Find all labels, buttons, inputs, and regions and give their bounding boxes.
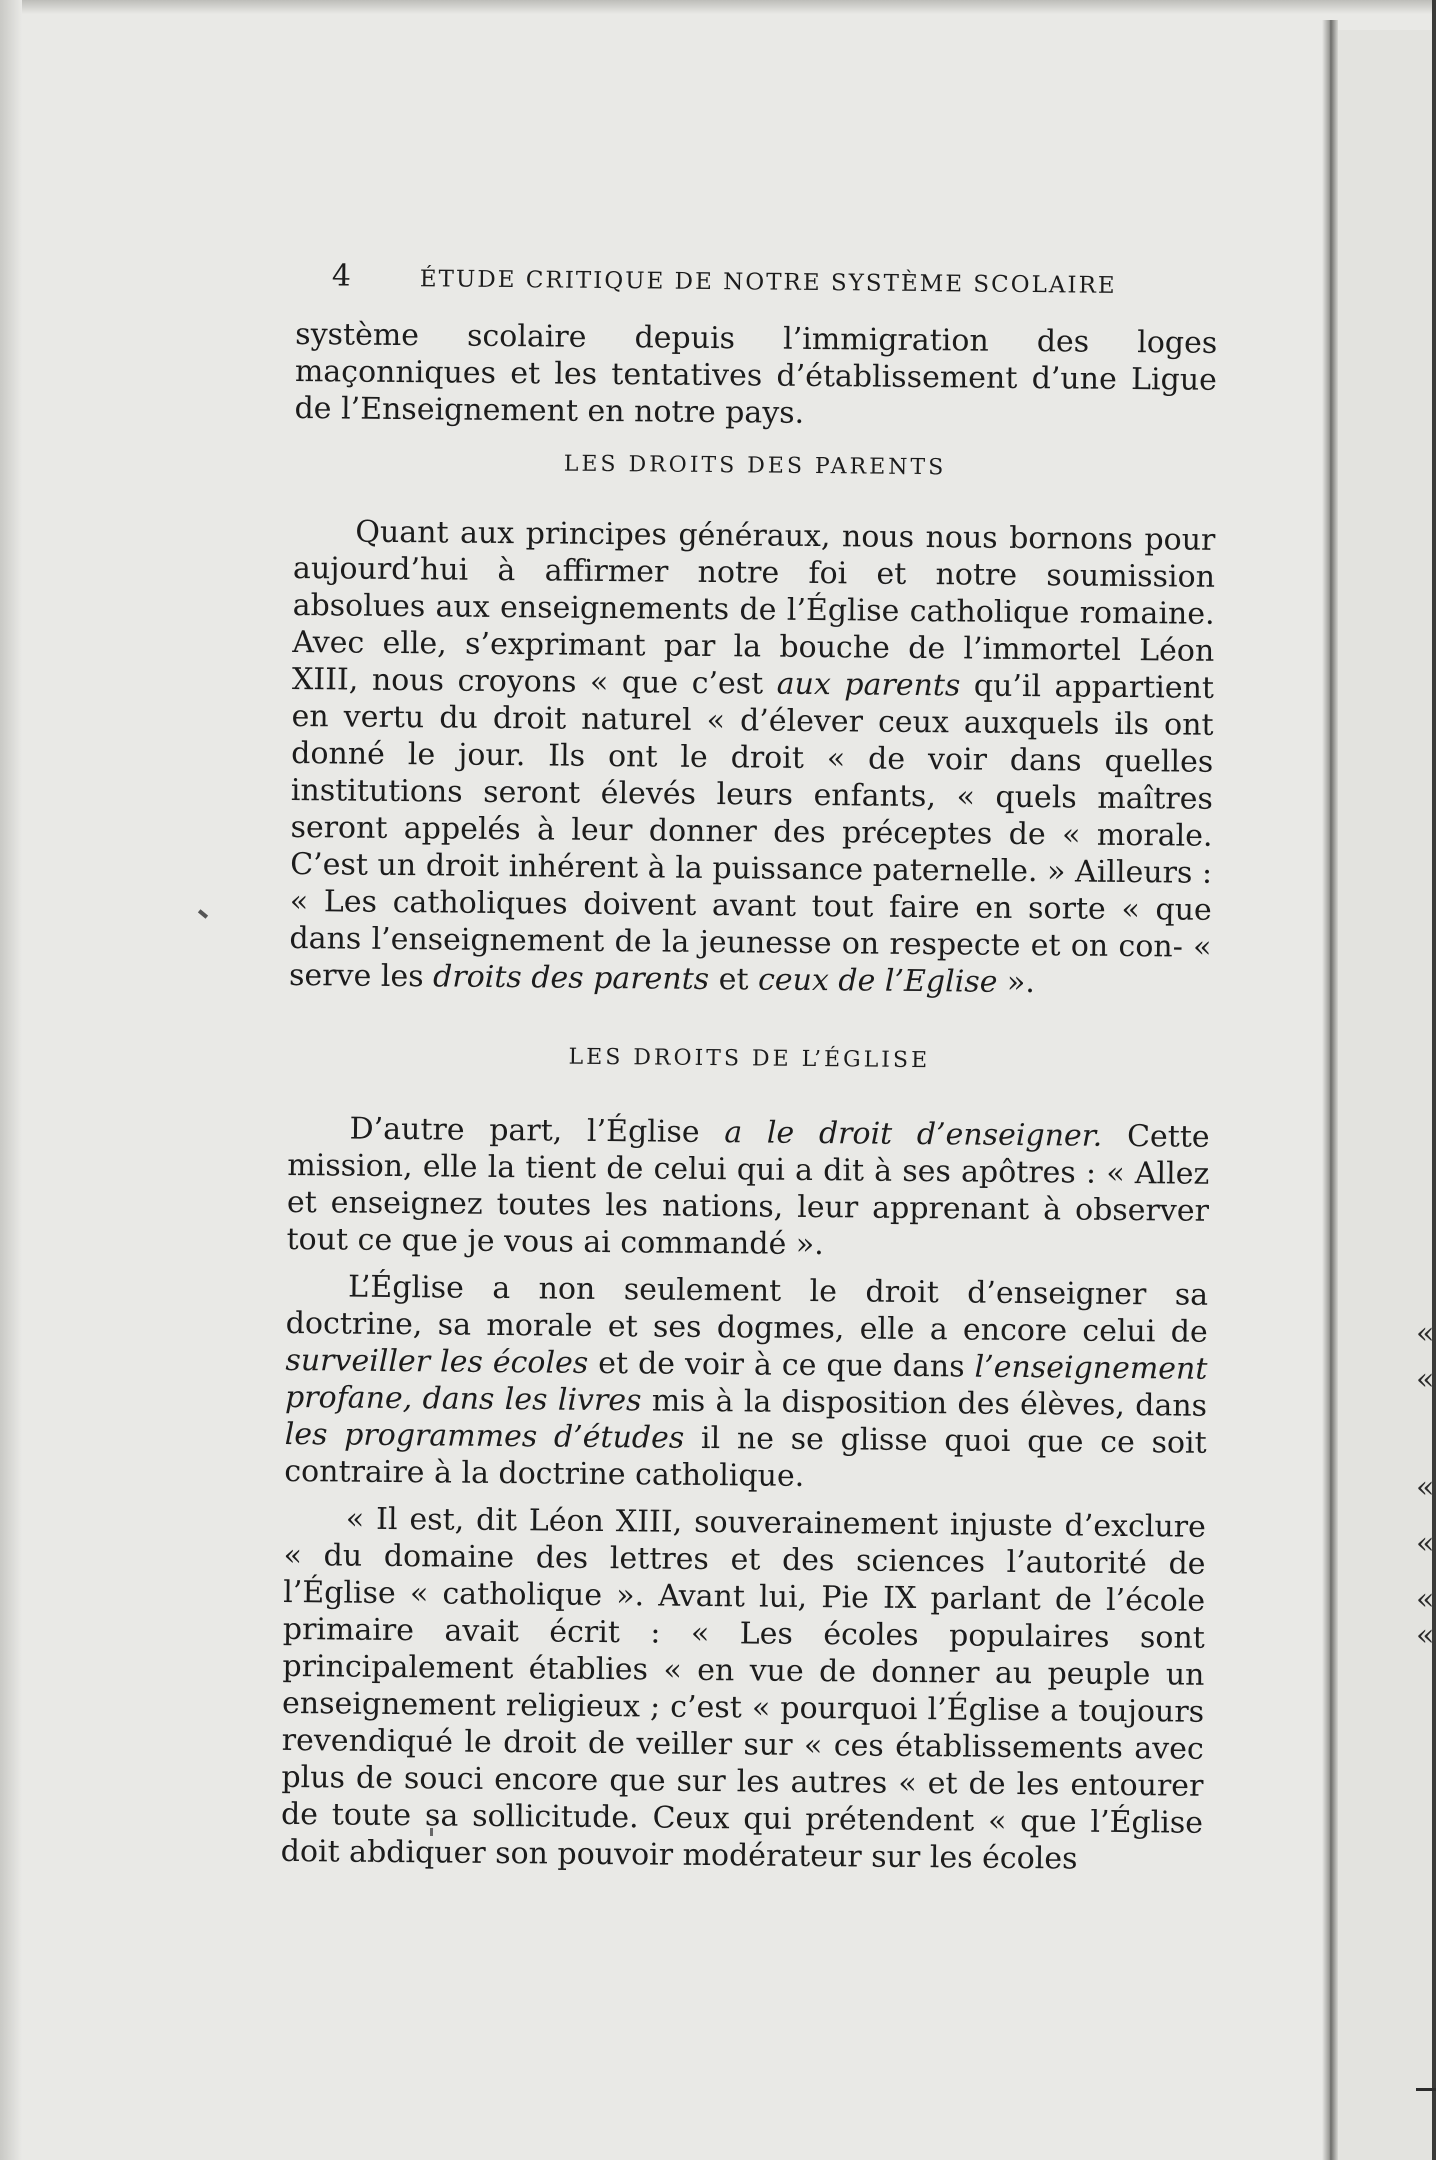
page-edge-left (0, 0, 22, 2160)
paragraph-leon-xiii: « Il est, dit Léon XIII, souverainement injuste d’exclure « du domaine des lettres et des sciences l’autorité de l’Église « catholique ». Avant lui, Pie IX parlant de l’école primaire avait écrit : « Les écoles populaires sont principalement établies « en vue de donner au peuple un enseignement religieux ; c’est « pourquoi l’Église a toujours revendiqué le droit de veiller sur « ces établissements avec plus de souci encore que sur les autres « et de les entourer de toute sa sollicitude. Ceux qui prétendent « que l’Église doit abdiquer son pouvoir modérateur sur les écoles (280, 1501, 1207, 1877)
section-title-eglise: LES DROITS DE L’ÉGLISE (568, 1044, 931, 1074)
text-page (281, 258, 1218, 1879)
paragraph-eglise-mission: D’autre part, l’Église a le droit d’enseigner. Cette mission, elle la tient de celui qui a dit à ses apôtres : « Allez et enseignez toutes les nations, leur apprenant à observer tout ce que je vous ai commandé ». (286, 1111, 1210, 1263)
page-number: 4 (331, 258, 352, 294)
paragraph-eglise-surveillance: L’Église a non seulement le droit d’enseigner sa doctrine, sa morale et ses dogmes, elle a encore celui de surveiller les écoles et de voir à ce que dans l’enseignement profane, dans les livres mis à la disposition des élèves, dans les programmes d’études il ne se glisse quoi que ce soit contraire à la doctrine catholique. (284, 1269, 1209, 1494)
running-title: ÉTUDE CRITIQUE DE NOTRE SYSTÈME SCOLAIRE (419, 266, 1117, 299)
facing-page-quote-mark: « (1416, 1618, 1435, 1653)
facing-page-quote-mark: « (1416, 1526, 1435, 1561)
facing-page-quote-mark: « (1416, 1582, 1435, 1617)
paper-speck (198, 909, 208, 918)
page-edge-top (0, 0, 1432, 14)
facing-page-rule (1416, 2088, 1436, 2091)
facing-page-quote-mark: « (1416, 1362, 1435, 1397)
paragraph-continuation: système scolaire depuis l’immigration des loges maçonniques et les tentatives d’établissement d’une Ligue de l’Enseignement en notre pays. (294, 316, 1218, 431)
section-title-parents: LES DROITS DES PARENTS (563, 451, 947, 481)
running-head (332, 258, 1218, 311)
paragraph-parents: Quant aux principes généraux, nous nous bornons pour aujourd’hui à affirmer notre foi et notre soumission absolues aux enseignements de l’Église catholique romaine. Avec elle, s’exprimant par la bouche de l’immortel Léon XIII, nous croyons « que c’est aux parents qu’il appartient en vertu du droit naturel « d’élever ceux auxquels ils ont donné le jour. Ils ont le droit « de voir dans quelles institutions seront élevés leurs enfants, « quels maîtres seront appelés à leur donner des préceptes de « morale. C’est un droit inhérent à la puissance paternelle. » Ailleurs : « Les catholiques doivent avant tout faire en sorte « que dans l’enseignement de la jeunesse on respecte et on con- « serve les droits des parents et ceux de l’Eglise ». (288, 514, 1216, 1001)
book-gutter (1322, 20, 1338, 2160)
facing-page-edge (1338, 30, 1435, 2160)
facing-page-quote-mark: « (1416, 1470, 1435, 1505)
facing-page-quote-mark: « (1416, 1316, 1435, 1351)
